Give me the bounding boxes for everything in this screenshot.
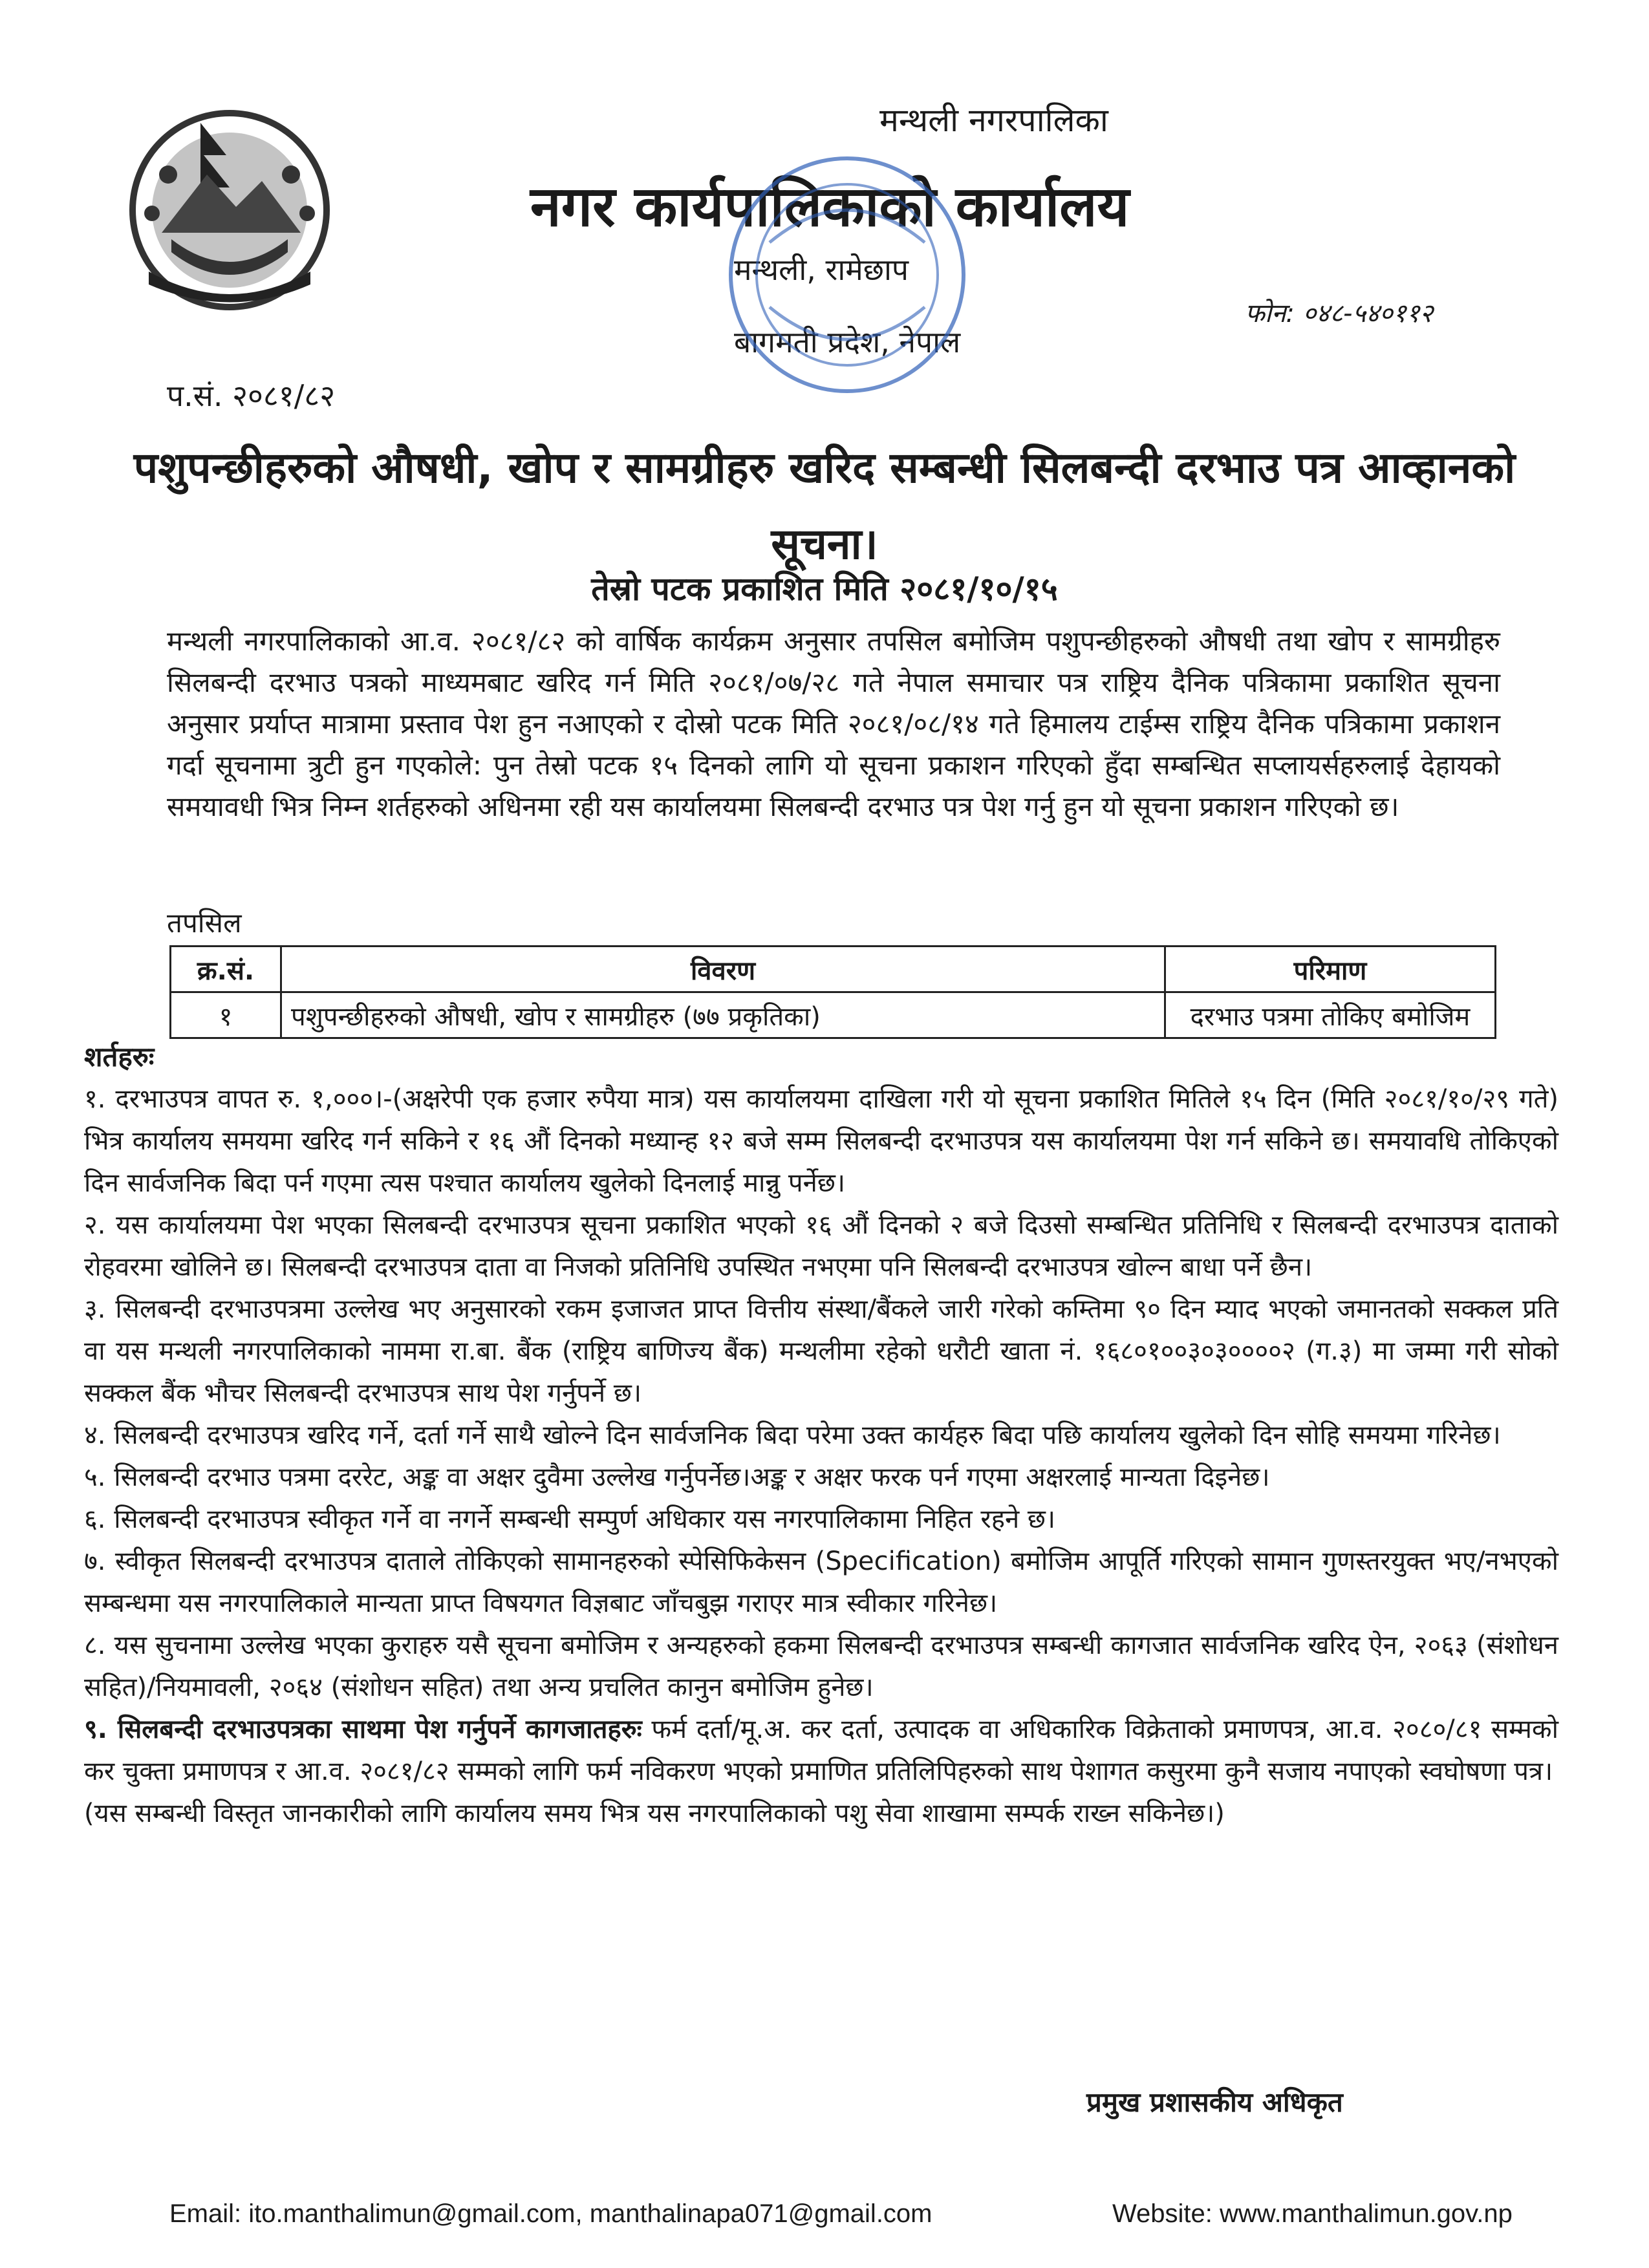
table-header: विवरण xyxy=(281,947,1165,992)
footer-website: Website: www.manthalimun.gov.np xyxy=(1112,2199,1513,2228)
office-seal-stamp xyxy=(711,139,983,411)
reference-number: प.सं. २०८१/८२ xyxy=(167,378,336,413)
intro-paragraph: मन्थली नगरपालिकाको आ.व. २०८१/८२ को वार्षिक कार्यक्रम अनुसार तपसिल बमोजिम पशुपन्छीहरुको औषधी तथा खोप र सामग्रीहरु सिलबन्दी दरभाउ पत्रको माध्यमबाट खरिद गर्न मिति २०८१/०७/२८ गते नेपाल समाचार पत्र राष्ट्रिय दैनिक पत्रिकामा प्रकाशित सूचना अनुसार प्रर्याप्त मात्रामा प्रस्ताव पेश हुन नआएको र दोस्रो पटक मिति २०८१/०८/१४ गते हिमालय टाईम्स राष्ट्रिय दैनिक पत्रिकामा प्रकाशन गर्दा सूचनामा त्रुटी हुन गएकोले: पुन तेस्रो पटक १५ दिनको लागि यो सूचना प्रकाशन गरिएको हुँदा सम्बन्धित सप्लायर्सहरुलाई देहायको समयावधी भित्र निम्न शर्तहरुको अधिनमा रही यस कार्यालयमा सिलबन्दी दरभाउ पत्र पेश गर्नु हुन यो सूचना प्रकाशन गरिएको छ। xyxy=(167,625,1500,822)
table-cell: १ xyxy=(171,992,281,1038)
condition-item: ८. यस सुचनामा उल्लेख भएका कुराहरु यसै सूचना बमोजिम र अन्यहरुको हकमा सिलबन्दी दरभाउपत्र सम्बन्धी कागजात सार्वजनिक खरिद ऐन, २०६३ (संशोधन सहित)/नियमावली, २०६४ (संशोधन सहित) तथा अन्य प्रचलित कानुन बमोजिम हुनेछ। xyxy=(84,1631,1558,1702)
address-line-2: बागमती प्रदेश, नेपाल xyxy=(734,325,961,359)
phone-number: फोन: ०४८-५४०११२ xyxy=(1245,299,1434,328)
table-row xyxy=(171,992,1496,1038)
address-line-1: मन्थली, रामेछाप xyxy=(734,252,909,287)
conditions-heading: शर्तहरुः xyxy=(84,1041,155,1073)
publication-date: तेस्रो पटक प्रकाशित मिति २०८१/१०/१५ xyxy=(591,570,1058,608)
condition-item: ३. सिलबन्दी दरभाउपत्रमा उल्लेख भए अनुसारको रकम इजाजत प्राप्त वित्तीय संस्था/बैंकले जारी गरेको कम्तिमा ९० दिन म्याद भएको जमानतको सक्कल प्रति वा यस मन्थली नगरपालिकाको नाममा रा.बा. बैंक (राष्ट्रिय बाणिज्य बैंक) मन्थलीमा रहेको धरौटी खाता नं. १६८०१००३०३००००२ (ग.३) मा जम्मा गरी सोको सक्कल बैंक भौचर सिलबन्दी दरभाउपत्र साथ पेश गर्नुपर्ने छ। xyxy=(84,1294,1558,1408)
condition-item: ४. सिलबन्दी दरभाउपत्र खरिद गर्ने, दर्ता गर्ने साथै खोल्ने दिन सार्वजनिक बिदा परेमा उक्त कार्यहरु बिदा पछि कार्यालय खुलेको दिन सोहि समयमा गरिनेछ। xyxy=(84,1420,1501,1450)
office-name: नगर कार्यपालिकाको कार्यालय xyxy=(530,175,1130,239)
closing-note: (यस सम्बन्धी विस्तृत जानकारीको लागि कार्यालय समय भित्र यस नगरपालिकाको पशु सेवा शाखामा सम्पर्क राख्न सकिनेछ।) xyxy=(84,1799,1225,1828)
condition-9-text: फर्म दर्ता/मू.अ. कर दर्ता, उत्पादक वा अधिकारिक विक्रेताको प्रमाणपत्र, आ.व. २०८०/८१ सम्मको कर चुक्ता प्रमाणपत्र र आ.व. २०८१/८२ सम्मको लागि फर्म नविकरण भएको प्रमाणित प्रतिलिपिहरुको साथ पेशागत कसुरमा कुनै सजाय नपाएको स्वघोषणा पत्र। xyxy=(84,1715,1558,1786)
condition-item: १. दरभाउपत्र वापत रु. १,०००।-(अक्षरेपी एक हजार रुपैया मात्र) यस कार्यालयमा दाखिला गरी यो सूचना प्रकाशित मितिले १५ दिन (मिति २०८१/१०/२९ गते) भित्र कार्यालय समयमा खरिद गर्न सकिने र १६ औं दिनको मध्यान्ह १२ बजे सम्म सिलबन्दी दरभाउपत्र यस कार्यालयमा पेश गर्न सकिने छ। समयावधि तोकिएको दिन सार्वजनिक बिदा पर्न गएमा त्यस पश्चात कार्यालय खुलेको दिनलाई मान्नु पर्नेछ। xyxy=(84,1084,1558,1198)
schedule-label: तपसिल xyxy=(167,907,242,939)
nepal-emblem-icon xyxy=(123,97,336,323)
table-cell: पशुपन्छीहरुको औषधी, खोप र सामग्रीहरु (७७ प्रकृतिका) xyxy=(281,992,1165,1038)
notice-title: पशुपन्छीहरुको औषधी, खोप र सामग्रीहरु खरिद सम्बन्धी सिलबन्दी दरभाउ पत्र आव्हानको सूचना। xyxy=(133,443,1516,569)
table-header: परिमाण xyxy=(1165,947,1496,992)
condition-item: ५. सिलबन्दी दरभाउ पत्रमा दररेट, अङ्क वा अक्षर दुवैमा उल्लेख गर्नुपर्नेछ।अङ्क र अक्षर फरक पर्न गएमा अक्षरलाई मान्यता दिइनेछ। xyxy=(84,1462,1270,1492)
condition-item: २. यस कार्यालयमा पेश भएका सिलबन्दी दरभाउपत्र सूचना प्रकाशित भएको १६ औं दिनको २ बजे दिउसो सम्बन्धित प्रतिनिधि र सिलबन्दी दरभाउपत्र दाताको रोहवरमा खोलिने छ। सिलबन्दी दरभाउपत्र दाता वा निजको प्रतिनिधि उपस्थित नभएमा पनि सिलबन्दी दरभाउपत्र खोल्न बाधा पर्ने छैन। xyxy=(84,1210,1558,1282)
table-header: क्र.सं. xyxy=(171,947,281,992)
items-table xyxy=(169,945,1496,1039)
condition-item: ७. स्वीकृत सिलबन्दी दरभाउपत्र दाताले तोकिएको सामानहरुको स्पेसिफिकेसन (Specification) बमोजिम आपूर्ति गरिएको सामान गुणस्तरयुक्त भए/नभएको सम्बन्धमा यस नगरपालिकाले मान्यता प्राप्त विषयगत विज्ञबाट जाँचबुझ गराएर मात्र स्वीकार गरिनेछ। xyxy=(84,1546,1558,1618)
condition-item xyxy=(84,1709,1558,1793)
municipality-name: मन्थली नगरपालिका xyxy=(879,102,1108,139)
table-cell: दरभाउ पत्रमा तोकिए बमोजिम xyxy=(1165,992,1496,1038)
footer-email: Email: ito.manthalimun@gmail.com, manthalinapa071@gmail.com xyxy=(169,2199,932,2228)
condition-item: ६. सिलबन्दी दरभाउपत्र स्वीकृत गर्ने वा नगर्ने सम्बन्धी सम्पुर्ण अधिकार यस नगरपालिकामा निहित रहने छ। xyxy=(84,1504,1056,1534)
table-header-row xyxy=(171,947,1496,992)
conditions-list xyxy=(84,1078,1558,1835)
signatory-title: प्रमुख प्रशासकीय अधिकृत xyxy=(1086,2086,1343,2118)
condition-9-heading: ९. सिलबन्दी दरभाउपत्रका साथमा पेश गर्नुपर्ने कागजातहरुः xyxy=(84,1715,642,1744)
